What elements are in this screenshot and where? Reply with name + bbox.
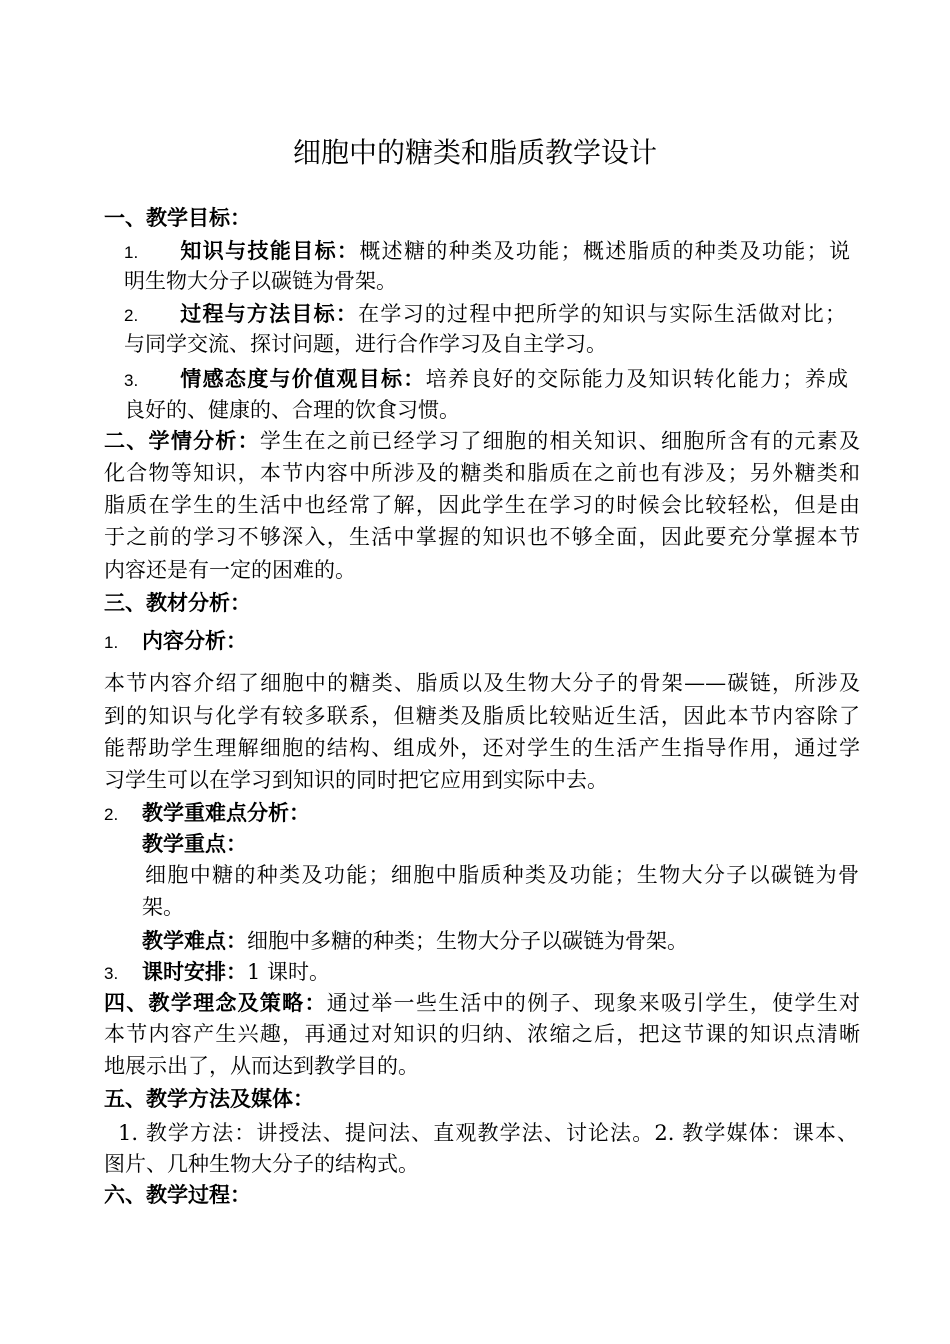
section-2-line-3: 脂质在学生的生活中也经常了解，因此学生在学习的时候会比较轻松，但是由	[104, 493, 860, 517]
section-4-line-2: 本节内容产生兴趣，再通过对知识的归纳、浓缩之后，把这节课的知识点清晰	[104, 1022, 860, 1046]
section-4-heading: 四、教学理念及策略：	[104, 991, 327, 1015]
objective-1-text-1: 概述糖的种类及功能；概述脂质的种类及功能；说	[359, 239, 851, 263]
objective-3-line-2: 良好的、健康的、合理的饮食习惯。	[124, 398, 460, 422]
key-difficult-label: 教学重难点分析：	[142, 801, 310, 825]
objective-3-text-1: 培养良好的交际能力及知识转化能力；养成	[425, 367, 849, 391]
content-line-3: 能帮助学生理解细胞的结构、组成外，还对学生的生活产生指导作用，通过学	[104, 736, 860, 760]
section-4-line-1	[104, 988, 860, 1018]
content-analysis-label: 内容分析：	[142, 629, 247, 653]
section-4-line-3: 地展示出了，从而达到教学目的。	[104, 1054, 419, 1078]
section-5-heading: 五、教学方法及媒体：	[104, 1087, 314, 1111]
content-line-4: 习学生可以在学习到知识的同时把它应用到实际中去。	[104, 768, 608, 792]
content-line-1: 本节内容介绍了细胞中的糖类、脂质以及生物大分子的骨架——碳链，所涉及	[104, 671, 860, 695]
section-2-line-1	[104, 426, 860, 456]
section-5-line-2: 图片、几种生物大分子的结构式。	[104, 1152, 419, 1176]
key-difficult-number: 2.	[104, 805, 119, 824]
section-3-heading: 三、教材分析：	[104, 591, 251, 615]
content-analysis-heading	[104, 626, 247, 656]
section-2-text-1: 学生在之前已经学习了细胞的相关知识、细胞所含有的元素及	[259, 429, 861, 453]
class-hours-number: 3.	[104, 964, 119, 983]
section-2-line-2: 化合物等知识，本节内容中所涉及的糖类和脂质在之前也有涉及；另外糖类和	[104, 461, 860, 485]
objective-2-text-1: 在学习的过程中把所学的知识与实际生活做对比；	[358, 302, 847, 326]
content-line-2: 到的知识与化学有较多联系，但糖类及脂质比较贴近生活，因此本节内容除了	[104, 704, 860, 728]
objective-3-number: 3.	[124, 371, 139, 390]
section-1-heading: 一、教学目标：	[104, 206, 251, 230]
objective-2-label: 过程与方法目标：	[179, 302, 359, 326]
difficult-point-text: 细胞中多糖的种类；生物大分子以碳链为骨架。	[247, 929, 688, 953]
class-hours-line	[104, 957, 330, 987]
key-point-label: 教学重点：	[142, 832, 247, 856]
difficult-point-label: 教学难点：	[142, 929, 247, 953]
objective-1-label: 知识与技能目标：	[179, 239, 360, 263]
objective-2-line-2: 与同学交流、探讨问题，进行合作学习及自主学习。	[124, 332, 607, 356]
objective-2-line-1	[124, 299, 846, 329]
class-hours-text: 1 课时。	[247, 960, 331, 984]
objective-3-line-1	[124, 364, 848, 394]
section-4-text-1: 通过举一些生活中的例子、现象来吸引学生，使学生对	[326, 991, 861, 1015]
objective-1-number: 1.	[124, 243, 139, 262]
key-difficult-heading	[104, 798, 310, 828]
section-2-line-4: 于之前的学习不够深入，生活中掌握的知识也不够全面，因此要充分掌握本节	[104, 525, 860, 549]
objective-1-line-1	[124, 236, 850, 266]
objective-1-line-2: 明生物大分子以碳链为骨架。	[124, 269, 397, 293]
section-6-heading: 六、教学过程：	[104, 1183, 251, 1207]
section-2-line-5: 内容还是有一定的困难的。	[104, 558, 356, 582]
difficult-point-line	[142, 926, 688, 956]
document-title: 细胞中的糖类和脂质教学设计	[292, 136, 657, 169]
objective-3-label: 情感态度与价值观目标：	[179, 367, 426, 391]
key-point-line-2: 架。	[142, 895, 184, 919]
objective-2-number: 2.	[124, 306, 139, 325]
content-analysis-number: 1.	[104, 633, 119, 652]
section-5-line-1: 1. 教学方法：讲授法、提问法、直观教学法、讨论法。2. 教学媒体：课本、	[118, 1121, 858, 1145]
key-point-line-1: 细胞中糖的种类及功能；细胞中脂质种类及功能；生物大分子以碳链为骨	[145, 863, 859, 887]
class-hours-label: 课时安排：	[142, 960, 247, 984]
section-2-heading: 二、学情分析：	[104, 429, 260, 453]
